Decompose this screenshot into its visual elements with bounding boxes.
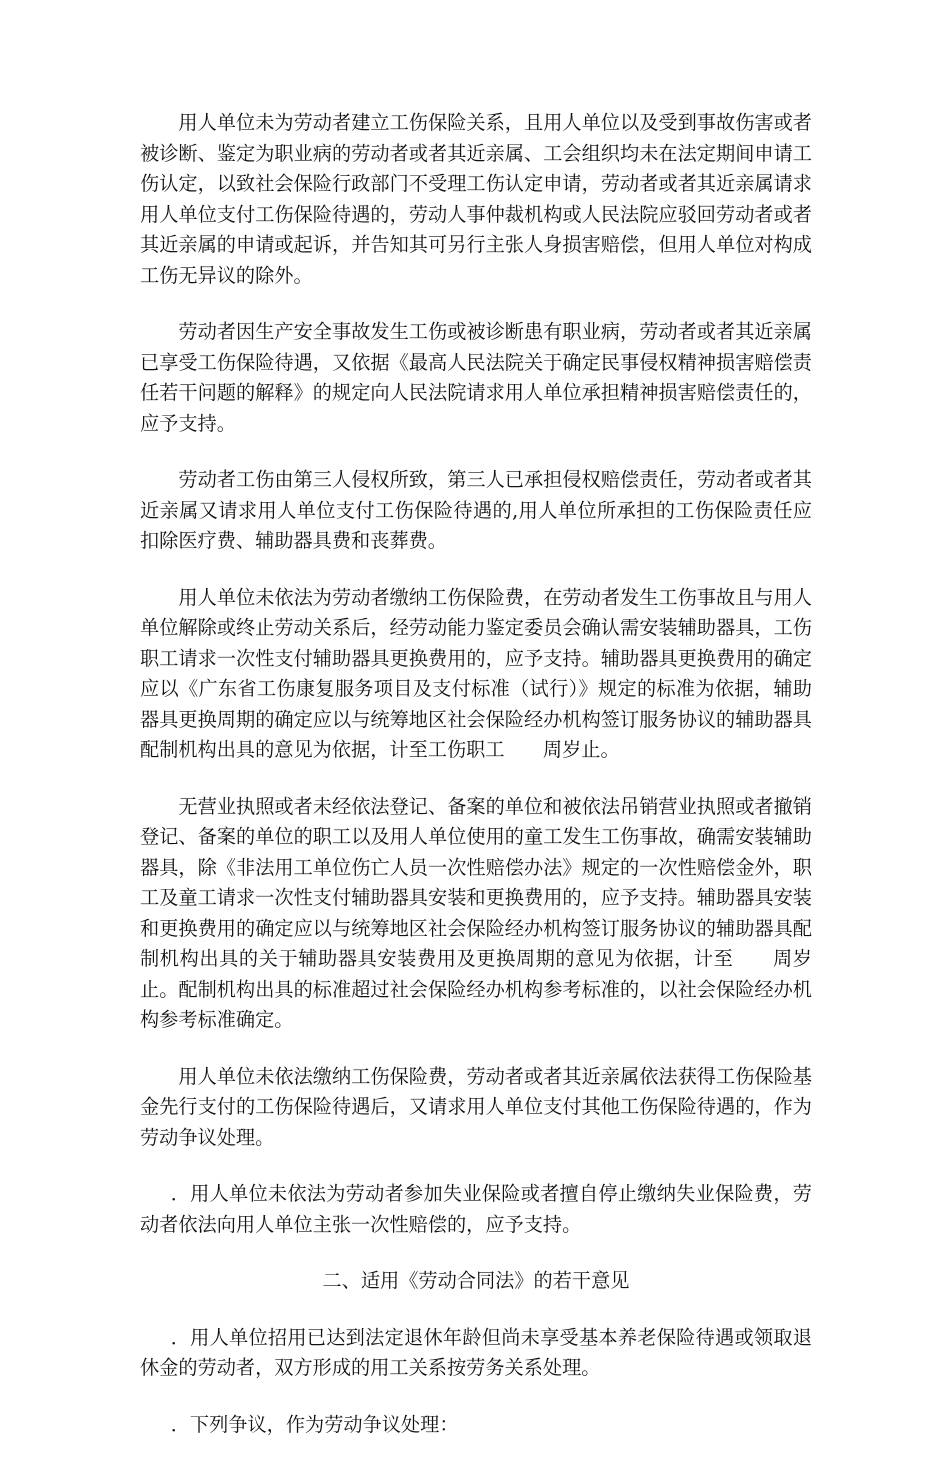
paragraph-5: 无营业执照或者未经依法登记、备案的单位和被依法吊销营业执照或者撤销登记、备案的单位的职工以及用人单位使用的童工发生工伤事故，确需安装辅助器具，除《非法用工单位伤亡人员一次性赔偿办法》规定的一次性赔偿金外，职工及童工请求一次性支付辅助器具安装和更换费用的，应予支持。辅助器具安装和更换费用的确定应以与统筹地区社会保险经办机构签订服务协议的辅助器具配制机构出具的关于辅助器具安装费用及更换周期的意见为依据，计至 周岁止。配制机构出具的标准超过社会保险经办机构参考标准的，以社会保险经办机构参考标准确定。 bbox=[140, 794, 812, 1031]
paragraph-6: 用人单位未依法缴纳工伤保险费，劳动者或者其近亲属依法获得工伤保险基金先行支付的工伤保险待遇后，又请求用人单位支付其他工伤保险待遇的，作为劳动争议处理。 bbox=[140, 1064, 812, 1149]
section-heading: 二、适用《劳动合同法》的若干意见 bbox=[322, 1269, 630, 1292]
paragraph-3: 劳动者工伤由第三人侵权所致，第三人已承担侵权赔偿责任，劳动者或者其近亲属又请求用人单位支付工伤保险待遇的,用人单位所承担的工伤保险责任应扣除医疗费、辅助器具费和丧葬费。 bbox=[140, 468, 812, 552]
paragraph-8: ．用人单位招用已达到法定退休年龄但尚未享受基本养老保险待遇或领取退休金的劳动者，双方形成的用工关系按劳务关系处理。 bbox=[140, 1325, 812, 1379]
document-page bbox=[140, 108, 812, 1466]
paragraph-1: 用人单位未为劳动者建立工伤保险关系，且用人单位以及受到事故伤害或者被诊断、鉴定为职业病的劳动者或者其近亲属、工会组织均未在法定期间申请工伤认定，以致社会保险行政部门不受理工伤认定申请，劳动者或者其近亲属请求用人单位支付工伤保险待遇的，劳动人事仲裁机构或人民法院应驳回劳动者或者其近亲属的申请或起诉，并告知其可另行主张人身损害赔偿，但用人单位对构成工伤无异议的除外。 bbox=[140, 111, 812, 287]
paragraph-4: 用人单位未依法为劳动者缴纳工伤保险费，在劳动者发生工伤事故且与用人单位解除或终止劳动关系后，经劳动能力鉴定委员会确认需安装辅助器具，工伤职工请求一次性支付辅助器具更换费用的，应予支持。辅助器具更换费用的确定应以《广东省工伤康复服务项目及支付标准（试行）》规定的标准为依据，辅助器具更换周期的确定应以与统筹地区社会保险经办机构签订服务协议的辅助器具配制机构出具的意见为依据，计至工伤职工 周岁止。 bbox=[140, 585, 812, 761]
paragraph-9: ．下列争议，作为劳动争议处理： bbox=[170, 1412, 459, 1436]
paragraph-7: ．用人单位未依法为劳动者参加失业保险或者擅自停止缴纳失业保险费，劳动者依法向用人单位主张一次性赔偿的，应予支持。 bbox=[140, 1182, 812, 1236]
paragraph-2: 劳动者因生产安全事故发生工伤或被诊断患有职业病，劳动者或者其近亲属已享受工伤保险待遇，又依据《最高人民法院关于确定民事侵权精神损害赔偿责任若干问题的解释》的规定向人民法院请求用人单位承担精神损害赔偿责任的，应予支持。 bbox=[140, 320, 812, 435]
